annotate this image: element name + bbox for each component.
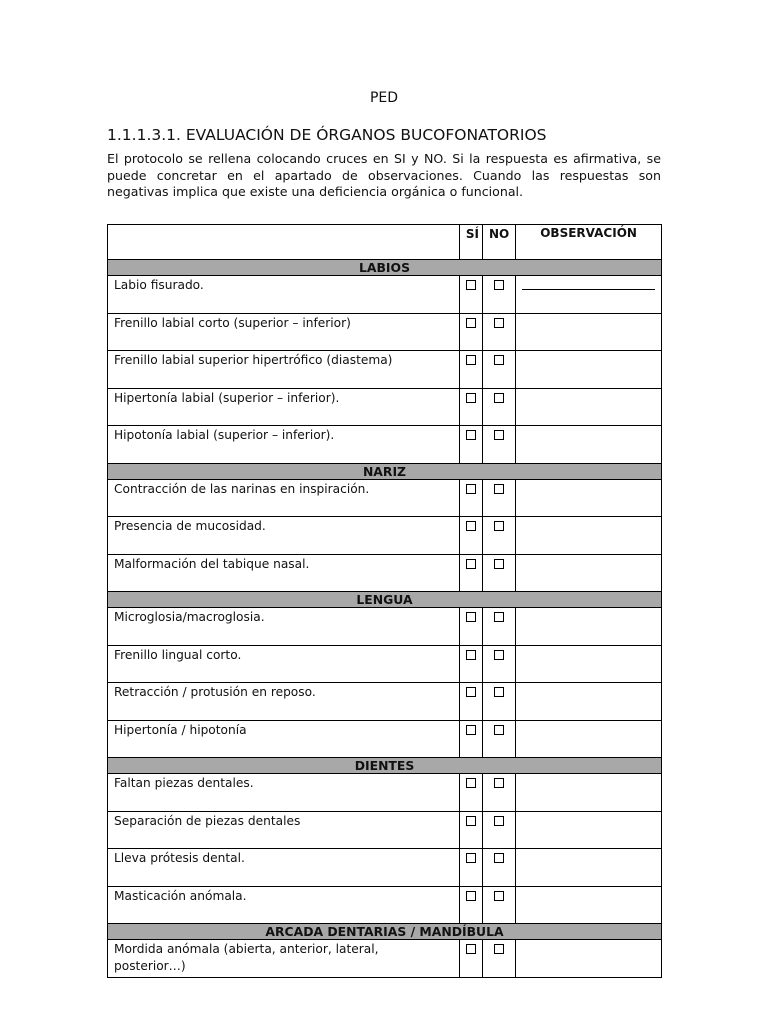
table-row: [108, 645, 662, 683]
observation-cell[interactable]: [516, 849, 662, 887]
checkbox-cell-si: [459, 849, 482, 887]
checkbox-cell-si: [459, 608, 482, 646]
observation-cell[interactable]: [516, 554, 662, 592]
checkbox-no[interactable]: [494, 650, 504, 660]
table-row: [108, 940, 662, 978]
checkbox-no[interactable]: [494, 393, 504, 403]
checkbox-no[interactable]: [494, 355, 504, 365]
item-label: Presencia de mucosidad.: [108, 517, 460, 555]
checkbox-cell-no: [483, 351, 516, 389]
checkbox-cell-no: [483, 479, 516, 517]
checkbox-si[interactable]: [466, 393, 476, 403]
checkbox-cell-no: [483, 886, 516, 924]
table-row: [108, 683, 662, 721]
checkbox-cell-no: [483, 720, 516, 758]
checkbox-cell-no: [483, 608, 516, 646]
section-row: [108, 592, 662, 608]
observation-blank-line: [522, 289, 655, 290]
section-title: DIENTES: [108, 758, 662, 774]
observation-cell[interactable]: [516, 886, 662, 924]
table-row: [108, 479, 662, 517]
observation-cell[interactable]: [516, 313, 662, 351]
item-label: Masticación anómala.: [108, 886, 460, 924]
checkbox-si[interactable]: [466, 484, 476, 494]
table-row: [108, 774, 662, 812]
section-title: ARCADA DENTARIAS / MANDÍBULA: [108, 924, 662, 940]
item-label: Frenillo labial superior hipertrófico (diastema): [108, 351, 460, 389]
checkbox-no[interactable]: [494, 280, 504, 290]
checkbox-no[interactable]: [494, 725, 504, 735]
checkbox-no[interactable]: [494, 521, 504, 531]
item-label: Hipertonía / hipotonía: [108, 720, 460, 758]
column-header-observacion: OBSERVACIÓN: [516, 225, 662, 260]
checkbox-si[interactable]: [466, 891, 476, 901]
table-row: [108, 276, 662, 314]
checkbox-si[interactable]: [466, 430, 476, 440]
observation-cell[interactable]: [516, 940, 662, 978]
observation-cell[interactable]: [516, 683, 662, 721]
checkbox-no[interactable]: [494, 944, 504, 954]
checkbox-cell-no: [483, 426, 516, 464]
checkbox-cell-no: [483, 388, 516, 426]
checkbox-si[interactable]: [466, 725, 476, 735]
checkbox-no[interactable]: [494, 612, 504, 622]
checkbox-no[interactable]: [494, 559, 504, 569]
table-row: [108, 351, 662, 389]
table-row: [108, 720, 662, 758]
header-empty-cell: [108, 225, 460, 260]
table-row: [108, 313, 662, 351]
checkbox-no[interactable]: [494, 891, 504, 901]
table-row: [108, 849, 662, 887]
item-label: Malformación del tabique nasal.: [108, 554, 460, 592]
checkbox-cell-no: [483, 645, 516, 683]
checkbox-no[interactable]: [494, 853, 504, 863]
checkbox-cell-si: [459, 811, 482, 849]
observation-cell[interactable]: [516, 479, 662, 517]
item-label: Microglosia/macroglosia.: [108, 608, 460, 646]
section-row: [108, 260, 662, 276]
observation-cell[interactable]: [516, 517, 662, 555]
checkbox-cell-no: [483, 683, 516, 721]
checkbox-si[interactable]: [466, 280, 476, 290]
checkbox-si[interactable]: [466, 559, 476, 569]
observation-cell[interactable]: [516, 645, 662, 683]
checkbox-cell-no: [483, 554, 516, 592]
section-row: [108, 758, 662, 774]
item-label: Frenillo lingual corto.: [108, 645, 460, 683]
checkbox-cell-si: [459, 479, 482, 517]
item-label: Mordida anómala (abierta, anterior, lateral, posterior…): [108, 940, 460, 978]
page-header-title: PED: [369, 90, 399, 106]
checkbox-cell-si: [459, 351, 482, 389]
checkbox-cell-si: [459, 774, 482, 812]
checkbox-cell-no: [483, 517, 516, 555]
checkbox-cell-si: [459, 388, 482, 426]
item-label: Contracción de las narinas en inspiración.: [108, 479, 460, 517]
item-label: Retracción / protusión en reposo.: [108, 683, 460, 721]
item-label: Labio fisurado.: [108, 276, 460, 314]
checkbox-cell-si: [459, 683, 482, 721]
section-row: [108, 463, 662, 479]
checkbox-cell-si: [459, 554, 482, 592]
table-row: [108, 426, 662, 464]
observation-cell[interactable]: [516, 720, 662, 758]
item-label: Lleva prótesis dental.: [108, 849, 460, 887]
checkbox-cell-no: [483, 940, 516, 978]
checkbox-cell-no: [483, 849, 516, 887]
item-label: Hipertonía labial (superior – inferior).: [108, 388, 460, 426]
table-row: [108, 886, 662, 924]
checkbox-cell-si: [459, 645, 482, 683]
checkbox-cell-no: [483, 313, 516, 351]
checkbox-cell-no: [483, 276, 516, 314]
checkbox-cell-si: [459, 940, 482, 978]
table-row: [108, 554, 662, 592]
checkbox-no[interactable]: [494, 484, 504, 494]
checkbox-no[interactable]: [494, 687, 504, 697]
table-header-row: [108, 225, 662, 260]
section-title: LENGUA: [108, 592, 662, 608]
table-row: [108, 388, 662, 426]
checkbox-si[interactable]: [466, 853, 476, 863]
checkbox-si[interactable]: [466, 944, 476, 954]
observation-cell[interactable]: [516, 388, 662, 426]
checkbox-si[interactable]: [466, 650, 476, 660]
section-title: LABIOS: [108, 260, 662, 276]
section-title: NARIZ: [108, 463, 662, 479]
evaluation-table: [107, 224, 662, 978]
section-row: [108, 924, 662, 940]
item-label: Faltan piezas dentales.: [108, 774, 460, 812]
checkbox-cell-si: [459, 720, 482, 758]
item-label: Frenillo labial corto (superior – inferior): [108, 313, 460, 351]
observation-cell[interactable]: [516, 351, 662, 389]
column-header-si: SÍ: [459, 225, 482, 260]
checkbox-si[interactable]: [466, 816, 476, 826]
checkbox-cell-si: [459, 313, 482, 351]
checkbox-cell-no: [483, 774, 516, 812]
checkbox-cell-si: [459, 276, 482, 314]
checkbox-no[interactable]: [494, 816, 504, 826]
checkbox-cell-si: [459, 886, 482, 924]
table-row: [108, 517, 662, 555]
observation-cell[interactable]: [516, 276, 662, 314]
table-row: [108, 811, 662, 849]
checkbox-cell-si: [459, 517, 482, 555]
item-label: Hipotonía labial (superior – inferior).: [108, 426, 460, 464]
section-heading: 1.1.1.3.1. EVALUACIÓN DE ÓRGANOS BUCOFONATORIOS: [107, 126, 547, 144]
intro-paragraph: El protocolo se rellena colocando cruces en SI y NO. Si la respuesta es afirmativa, se puede concretar en el apartado de observaciones. Cuando las respuestas son negativas implica que existe una deficiencia orgánica o funcional.: [107, 151, 661, 199]
checkbox-si[interactable]: [466, 318, 476, 328]
observation-cell[interactable]: [516, 608, 662, 646]
observation-cell[interactable]: [516, 811, 662, 849]
checkbox-cell-si: [459, 426, 482, 464]
checkbox-si[interactable]: [466, 778, 476, 788]
checkbox-si[interactable]: [466, 687, 476, 697]
observation-cell[interactable]: [516, 774, 662, 812]
table-row: [108, 608, 662, 646]
checkbox-no[interactable]: [494, 778, 504, 788]
checkbox-si[interactable]: [466, 521, 476, 531]
checkbox-si[interactable]: [466, 355, 476, 365]
checkbox-cell-no: [483, 811, 516, 849]
checkbox-no[interactable]: [494, 430, 504, 440]
item-label: Separación de piezas dentales: [108, 811, 460, 849]
checkbox-no[interactable]: [494, 318, 504, 328]
checkbox-si[interactable]: [466, 612, 476, 622]
column-header-no: NO: [483, 225, 516, 260]
observation-cell[interactable]: [516, 426, 662, 464]
